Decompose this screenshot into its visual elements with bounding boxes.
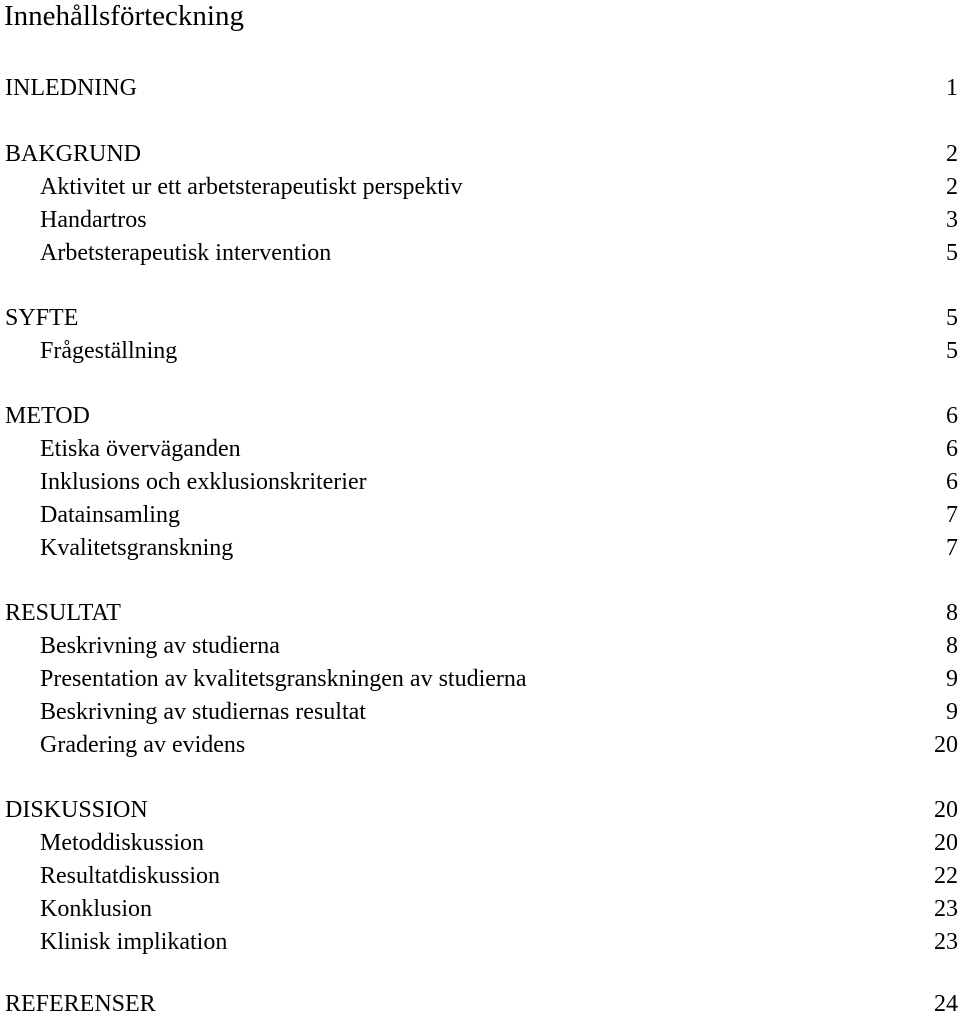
toc-entry-label: Gradering av evidens bbox=[40, 732, 246, 758]
toc-entry-label: Aktivitet ur ett arbetsterapeutiskt perspektiv bbox=[40, 174, 463, 200]
toc-entry-kvalitetsgranskning[interactable] bbox=[0, 533, 960, 563]
toc-entry-page: 2 bbox=[946, 174, 958, 200]
toc-entry-inledning[interactable] bbox=[0, 73, 960, 103]
toc-entry-metoddiskussion[interactable] bbox=[0, 828, 960, 858]
toc-entry-resultat[interactable] bbox=[0, 598, 960, 628]
toc-entry-beskrivning-resultat[interactable] bbox=[0, 697, 960, 727]
toc-entry-page: 20 bbox=[934, 830, 958, 856]
page-title: Innehållsförteckning bbox=[4, 0, 244, 32]
toc-entry-page: 5 bbox=[946, 305, 958, 331]
toc-entry-page: 7 bbox=[946, 535, 958, 561]
toc-entry-label: Presentation av kvalitetsgranskningen av studierna bbox=[40, 666, 527, 692]
toc-entry-page: 2 bbox=[946, 141, 958, 167]
toc-entry-label: Frågeställning bbox=[40, 338, 178, 364]
toc-entry-page: 3 bbox=[946, 207, 958, 233]
toc-entry-page: 6 bbox=[946, 403, 958, 429]
toc-entry-fragestallning[interactable] bbox=[0, 336, 960, 366]
toc-entry-label: Metoddiskussion bbox=[40, 830, 205, 856]
toc-entry-page: 6 bbox=[946, 436, 958, 462]
toc-entry-label: METOD bbox=[5, 403, 90, 429]
toc-entry-label: REFERENSER bbox=[5, 991, 156, 1017]
toc-entry-referenser[interactable] bbox=[0, 989, 960, 1019]
toc-entry-page: 6 bbox=[946, 469, 958, 495]
toc-entry-page: 5 bbox=[946, 338, 958, 364]
toc-entry-page: 9 bbox=[946, 699, 958, 725]
toc-entry-label: Resultatdiskussion bbox=[40, 863, 221, 889]
toc-entry-beskrivning-studierna[interactable] bbox=[0, 631, 960, 661]
toc-entry-label: Etiska överväganden bbox=[40, 436, 241, 462]
toc-entry-label: SYFTE bbox=[5, 305, 79, 331]
toc-entry-syfte[interactable] bbox=[0, 303, 960, 333]
toc-entry-page: 9 bbox=[946, 666, 958, 692]
toc-entry-label: Beskrivning av studiernas resultat bbox=[40, 699, 366, 725]
toc-entry-page: 24 bbox=[934, 991, 958, 1017]
toc-entry-label: DISKUSSION bbox=[5, 797, 148, 823]
toc-entry-page: 5 bbox=[946, 240, 958, 266]
toc-entry-arbetsterapeutisk-intervention[interactable] bbox=[0, 238, 960, 268]
toc-entry-aktivitet[interactable] bbox=[0, 172, 960, 202]
toc-entry-label: Inklusions och exklusionskriterier bbox=[40, 469, 367, 495]
toc-entry-datainsamling[interactable] bbox=[0, 500, 960, 530]
toc-entry-label: Arbetsterapeutisk intervention bbox=[40, 240, 332, 266]
toc-entry-page: 8 bbox=[946, 633, 958, 659]
toc-entry-page: 22 bbox=[934, 863, 958, 889]
toc-entry-label: Kvalitetsgranskning bbox=[40, 535, 234, 561]
toc-entry-klinisk-implikation[interactable] bbox=[0, 927, 960, 957]
toc-entry-label: Konklusion bbox=[40, 896, 153, 922]
toc-entry-page: 23 bbox=[934, 896, 958, 922]
toc-entry-label: Handartros bbox=[40, 207, 147, 233]
toc-entry-resultatdiskussion[interactable] bbox=[0, 861, 960, 891]
toc-entry-label: INLEDNING bbox=[5, 75, 137, 101]
toc-entry-etiska-overvaganden[interactable] bbox=[0, 434, 960, 464]
toc-entry-label: BAKGRUND bbox=[5, 141, 142, 167]
toc-entry-label: Beskrivning av studierna bbox=[40, 633, 280, 659]
toc-entry-bakgrund[interactable] bbox=[0, 139, 960, 169]
toc-entry-page: 20 bbox=[934, 797, 958, 823]
toc-entry-konklusion[interactable] bbox=[0, 894, 960, 924]
toc-entry-label: Klinisk implikation bbox=[40, 929, 228, 955]
toc-entry-handartros[interactable] bbox=[0, 205, 960, 235]
toc-entry-presentation-kvalitetsgranskningen[interactable] bbox=[0, 664, 960, 694]
toc-entry-metod[interactable] bbox=[0, 401, 960, 431]
toc-entry-label: RESULTAT bbox=[5, 600, 121, 626]
toc-entry-diskussion[interactable] bbox=[0, 795, 960, 825]
toc-entry-page: 20 bbox=[934, 732, 958, 758]
toc-entry-gradering-evidens[interactable] bbox=[0, 730, 960, 760]
toc-entry-inklusionskriterier[interactable] bbox=[0, 467, 960, 497]
toc-entry-page: 23 bbox=[934, 929, 958, 955]
toc-entry-page: 8 bbox=[946, 600, 958, 626]
toc-entry-label: Datainsamling bbox=[40, 502, 180, 528]
toc-entry-page: 7 bbox=[946, 502, 958, 528]
toc-entry-page: 1 bbox=[946, 75, 958, 101]
